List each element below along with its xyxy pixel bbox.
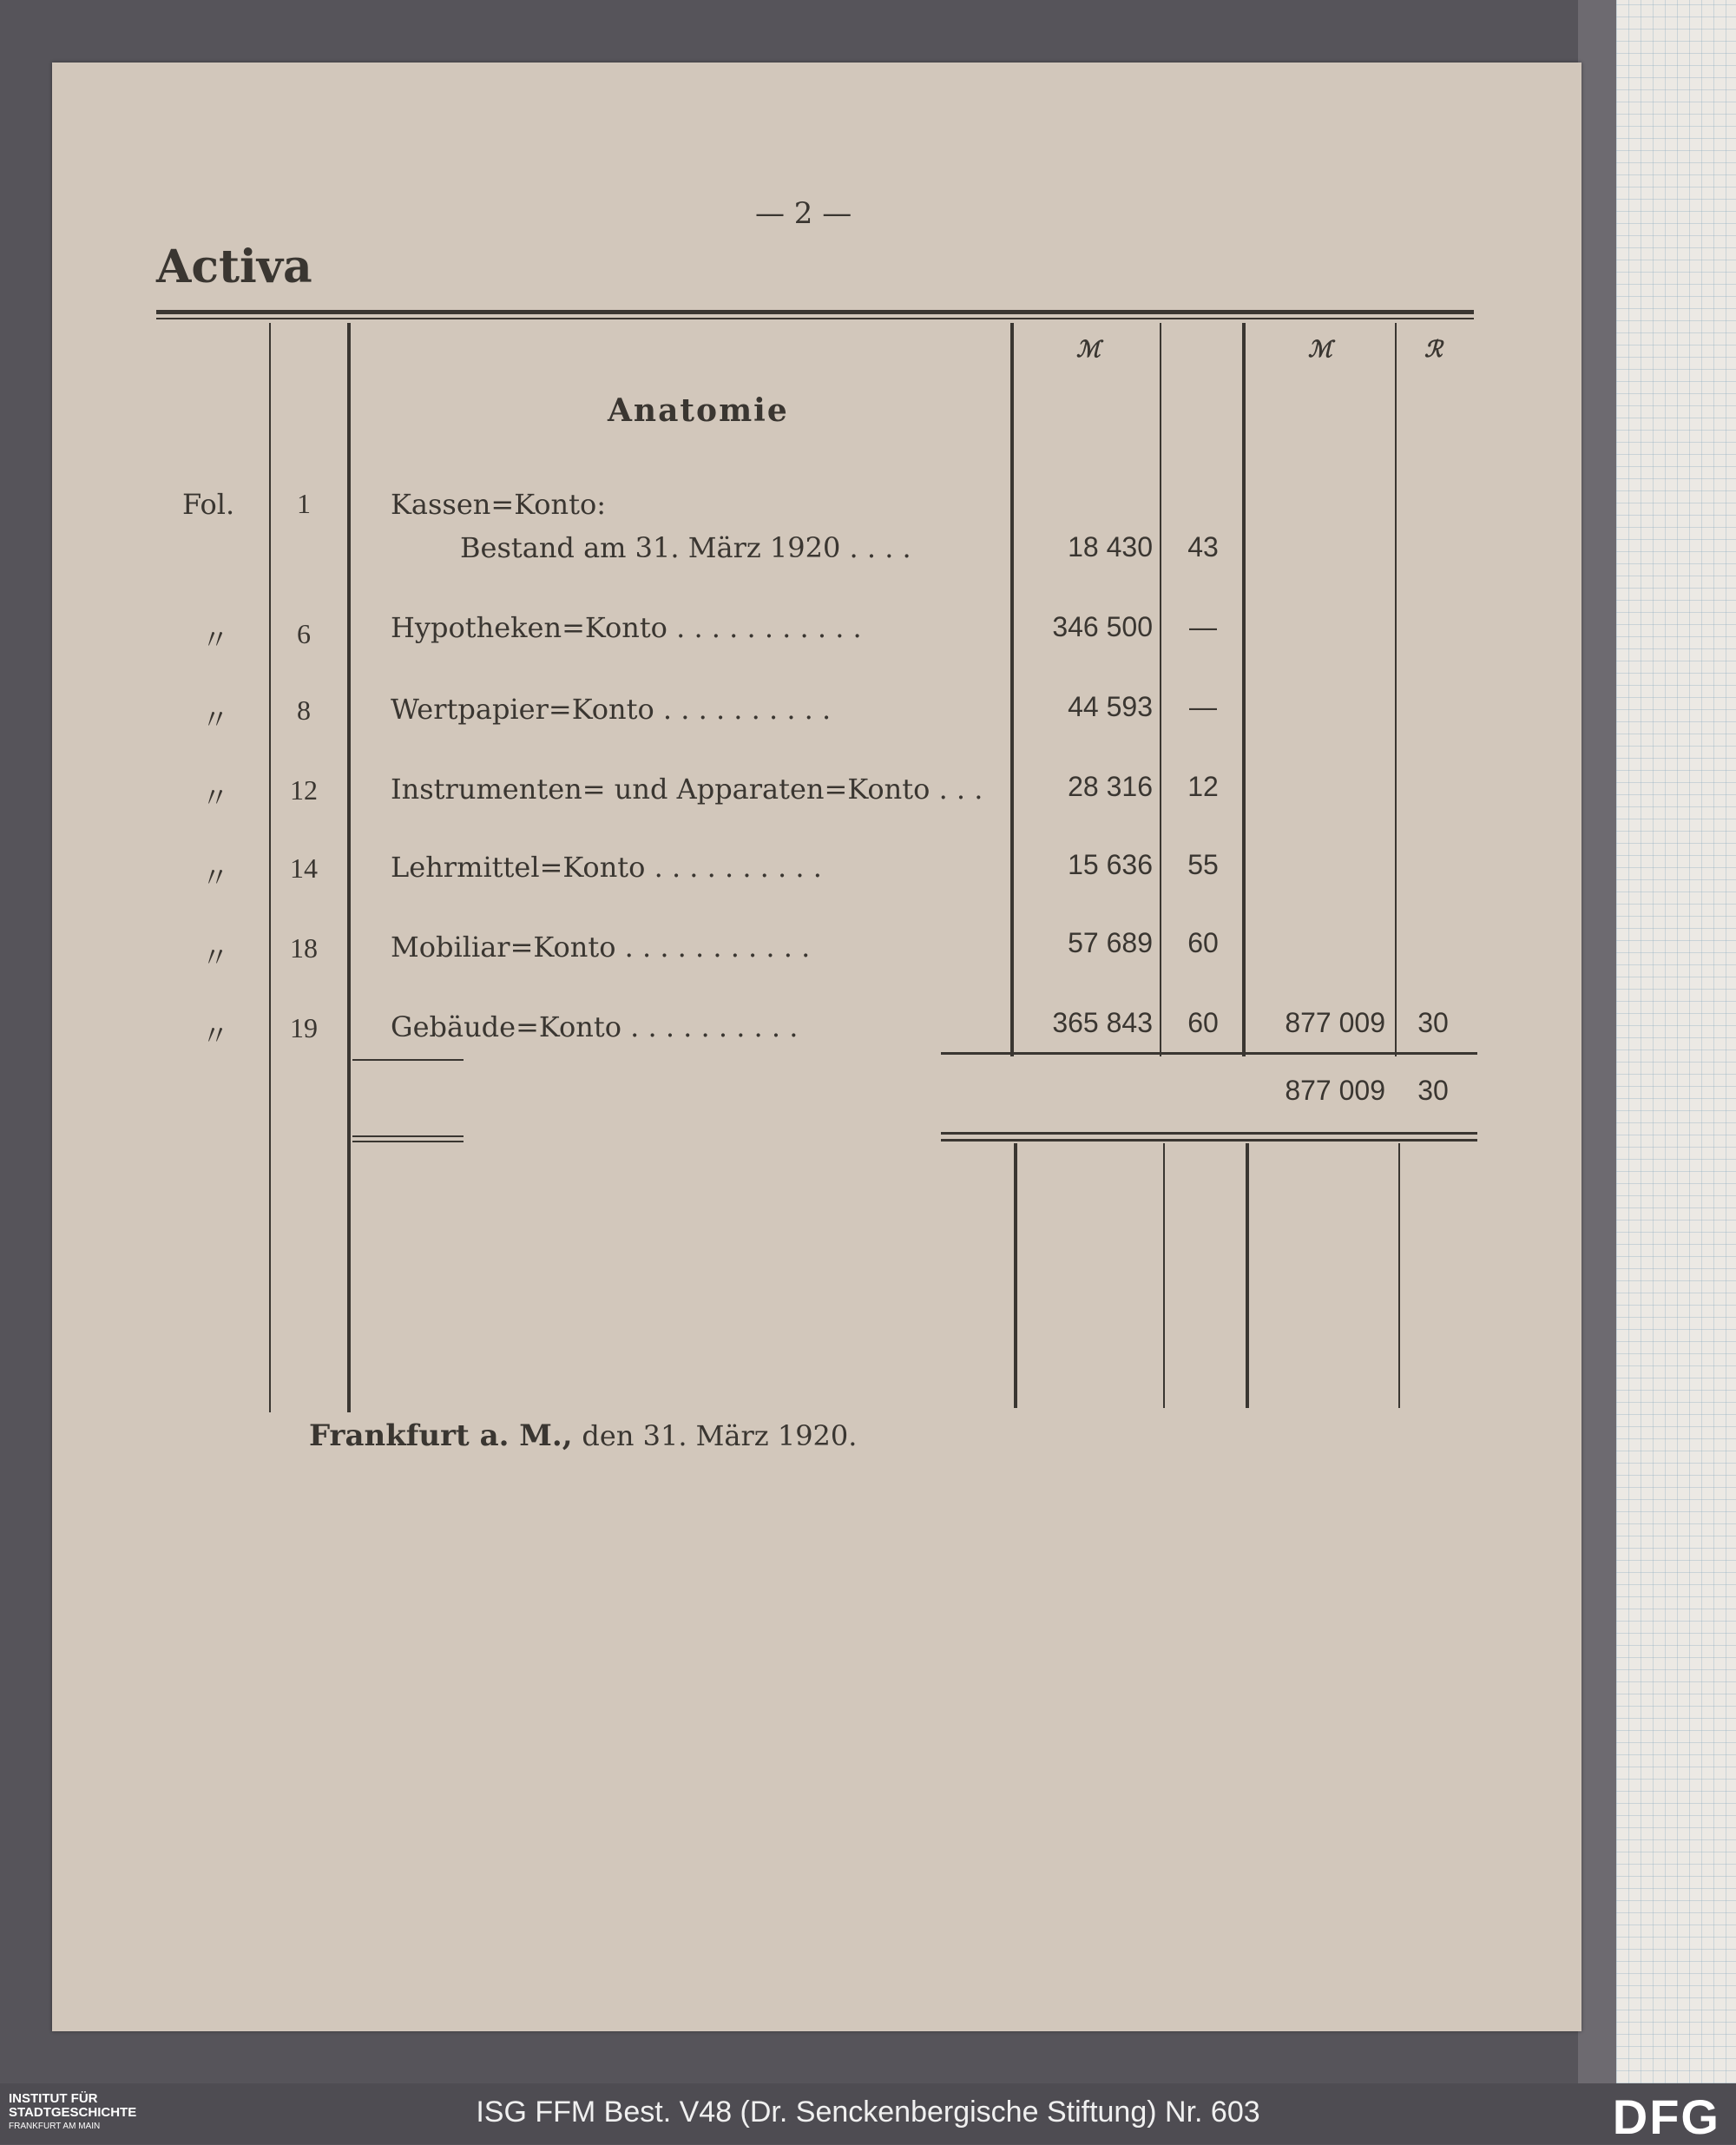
row-2-folio-text: 6 — [297, 618, 311, 649]
row-3-fol: 〃 — [201, 703, 230, 736]
institute-line-2: STADTGESCHICHTE — [9, 2105, 137, 2120]
sum-rule — [941, 1052, 1477, 1055]
row-3-folio-text: 8 — [297, 694, 311, 726]
row-6-fol: 〃 — [201, 941, 230, 974]
footer-bar — [0, 2083, 1736, 2144]
grand-total-pf: 30 — [1417, 1075, 1449, 1106]
institute-line-1: INSTITUT FÜR — [9, 2091, 98, 2106]
row-2-mark: 346 500 — [1052, 611, 1153, 642]
label-double-rule-2 — [352, 1141, 464, 1142]
row-1-folio-text: 1 — [297, 488, 311, 519]
row-5-pf: 55 — [1187, 849, 1219, 880]
row-4-fol: 〃 — [201, 781, 230, 814]
row-4-label: Instrumenten= und Apparaten=Konto . . . — [391, 773, 983, 806]
row-1-fol: Fol. — [182, 488, 235, 521]
row-6-label: Mobiliar=Konto . . . . . . . . . . . — [391, 931, 811, 964]
row-5-mark: 15 636 — [1068, 849, 1153, 880]
row-4-pf: 12 — [1187, 771, 1219, 802]
dfg-logo: DFG — [1612, 2089, 1720, 2144]
col-line-totalpf — [1395, 323, 1397, 1056]
section-title: Anatomie — [608, 392, 789, 429]
row-1-label: Kassen=Konto: — [391, 488, 607, 521]
row-5-fol: 〃 — [201, 861, 230, 894]
row-2-label: Hypotheken=Konto . . . . . . . . . . . — [391, 611, 862, 644]
document-page — [52, 63, 1581, 2031]
heading-activa: Activa — [156, 240, 312, 293]
header-mark-2: ℳ — [1308, 337, 1332, 363]
row-7-total-pf: 30 — [1417, 1007, 1449, 1038]
row-3-label: Wertpapier=Konto . . . . . . . . . . — [391, 693, 832, 726]
label-underline — [352, 1059, 464, 1061]
page-number: — 2 — — [755, 196, 852, 231]
institute-line-3: FRANKFURT AM MAIN — [9, 2122, 101, 2131]
row-5-folio-text: 14 — [290, 852, 318, 884]
grand-total-mark: 877 009 — [1285, 1075, 1385, 1106]
row-1-mark: 18 430 — [1068, 531, 1153, 563]
row-3-pf: — — [1189, 691, 1217, 722]
archive-caption: ISG FFM Best. V48 (Dr. Senckenbergische Stiftung) Nr. 603 — [476, 2096, 1260, 2129]
top-rule-thick — [156, 310, 1474, 314]
col-line-fol — [269, 323, 271, 1412]
row-6-folio-text: 18 — [290, 932, 318, 964]
row-4-mark: 28 316 — [1068, 771, 1153, 802]
row-7-total-mark: 877 009 — [1285, 1007, 1385, 1038]
row-1-pf: 43 — [1187, 531, 1219, 563]
background-shadow — [1578, 0, 1620, 2083]
row-6-pf: 60 — [1187, 927, 1219, 958]
row-2-pf: — — [1189, 611, 1217, 642]
signature-date: den 31. März 1920. — [582, 1419, 858, 1452]
header-mark-1: ℳ — [1076, 337, 1101, 363]
row-2-fol: 〃 — [201, 623, 230, 656]
total-double-rule-2 — [941, 1139, 1477, 1142]
top-rule-thin — [156, 318, 1474, 319]
row-7-label: Gebäude=Konto . . . . . . . . . . — [391, 1010, 799, 1043]
row-1-sublabel: Bestand am 31. März 1920 . . . . — [460, 531, 911, 564]
row-7-fol: 〃 — [201, 1019, 230, 1052]
col-line-total-lower — [1246, 1143, 1249, 1408]
col-line-totalpf-lower — [1398, 1143, 1400, 1408]
row-5-label: Lehrmittel=Konto . . . . . . . . . . — [391, 851, 822, 884]
row-7-mark: 365 843 — [1052, 1007, 1153, 1038]
signature-place: Frankfurt a. M., — [309, 1418, 573, 1453]
graph-paper-edge — [1616, 0, 1736, 2083]
col-line-pf-lower — [1163, 1143, 1165, 1408]
total-double-rule-1 — [941, 1132, 1477, 1135]
col-line-label — [347, 323, 351, 1412]
row-7-pf: 60 — [1187, 1007, 1219, 1038]
signature-line — [309, 1418, 857, 1453]
label-double-rule-1 — [352, 1135, 464, 1137]
row-7-folio-text: 19 — [290, 1012, 318, 1043]
row-3-mark: 44 593 — [1068, 691, 1153, 722]
col-line-mark-lower — [1014, 1143, 1017, 1408]
row-6-mark: 57 689 — [1068, 927, 1153, 958]
header-pfennig: ℛ — [1424, 337, 1443, 363]
row-4-folio-text: 12 — [290, 774, 318, 806]
